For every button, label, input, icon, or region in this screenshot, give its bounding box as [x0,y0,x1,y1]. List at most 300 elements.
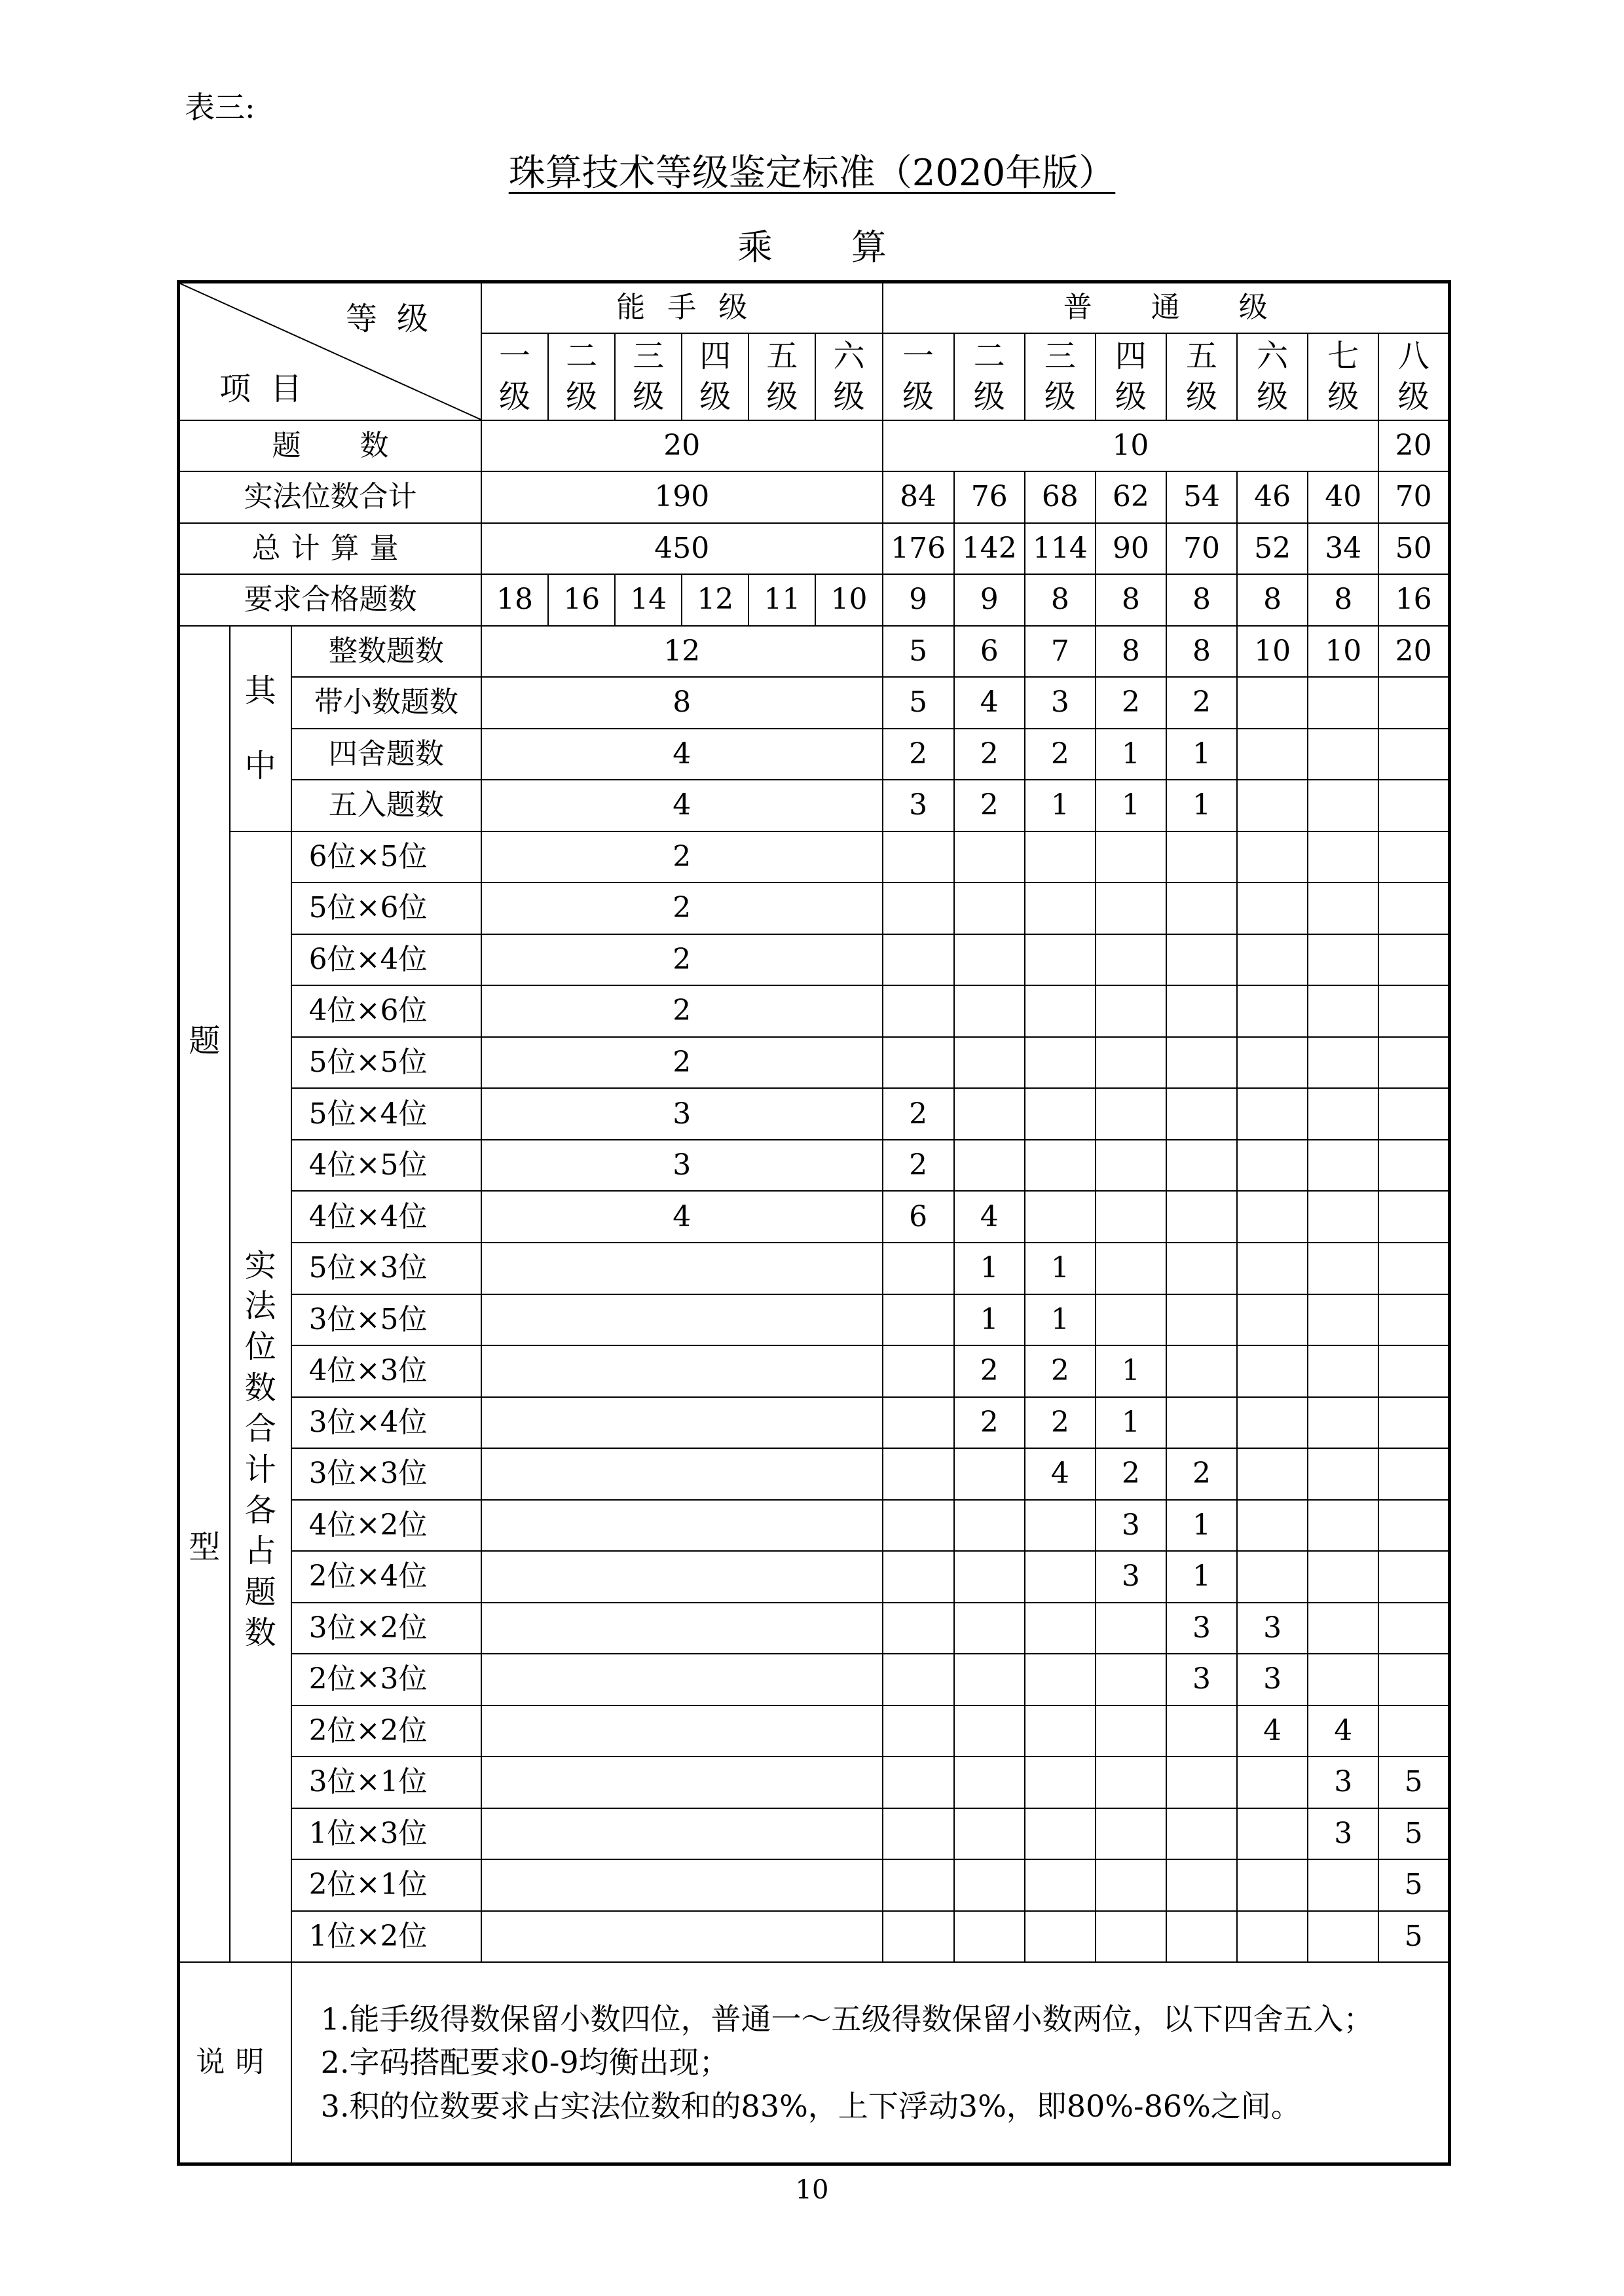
level-header-b [1096,333,1166,420]
standards-table [177,280,1451,2166]
value-cell [883,1705,954,1757]
value-cell [1166,934,1237,986]
value-cell: 4 [1025,1448,1096,1500]
value-cell [1025,1140,1096,1192]
notes-label: 说明 [179,1962,291,2164]
type-row [179,1500,1450,1552]
value-cell [1025,1500,1096,1552]
value-cell: 3 [481,1088,883,1140]
value-cell: 5 [1378,1859,1449,1911]
level-label: 六级 [1257,337,1289,416]
value-cell [1308,831,1378,883]
type-label: 4位×5位 [291,1140,481,1192]
type-row [179,934,1450,986]
value-cell: 2 [1166,677,1237,729]
type-row [179,1397,1450,1449]
type-label: 2位×3位 [291,1654,481,1705]
value-cell [954,1448,1025,1500]
value-cell: 20 [481,420,883,472]
level-label: 八级 [1397,337,1430,416]
value-cell [1378,1448,1449,1500]
value-cell [883,1243,954,1294]
value-cell [1025,1191,1096,1243]
level-label: 三级 [633,337,665,416]
value-cell [883,1551,954,1603]
value-cell [1378,780,1449,831]
value-cell: 34 [1308,523,1378,575]
row-label: 题数 [179,420,481,472]
value-cell [1308,729,1378,780]
value-cell [1237,985,1308,1037]
value-cell [1378,1551,1449,1603]
value-cell: 10 [883,420,1379,472]
value-cell [1237,1808,1308,1860]
total-row [179,523,1450,575]
type-label: 5位×5位 [291,1037,481,1089]
value-cell [1166,1191,1237,1243]
type-label-bottom: 型 [189,1528,221,1565]
value-cell: 1 [1025,1294,1096,1346]
type-label: 2位×2位 [291,1705,481,1757]
type-row [179,1551,1450,1603]
level-header-b [954,333,1025,420]
value-cell [1308,1294,1378,1346]
value-cell [1025,1705,1096,1757]
value-cell: 1 [1166,1551,1237,1603]
row-label: 要求合格题数 [179,574,481,626]
page-number: 10 [795,2175,829,2205]
value-cell: 10 [1308,626,1378,678]
note-item: 3.积的位数要求占实法位数和的83%，上下浮动3%，即80%-86%之间。 [320,2088,1301,2124]
value-cell [1025,985,1096,1037]
subrow [179,780,1450,831]
value-cell: 3 [1308,1757,1378,1808]
value-cell [1308,1088,1378,1140]
type-row [179,1191,1450,1243]
type-label: 3位×2位 [291,1603,481,1654]
value-cell: 1 [1096,780,1166,831]
value-cell [954,1088,1025,1140]
value-cell: 8 [1237,574,1308,626]
value-cell [1308,985,1378,1037]
value-cell: 2 [954,1345,1025,1397]
level-header-b [1025,333,1096,420]
value-cell [1166,1757,1237,1808]
type-label: 4位×2位 [291,1500,481,1552]
value-cell [883,1037,954,1089]
value-cell: 6 [954,626,1025,678]
type-label: 6位×5位 [291,831,481,883]
value-cell [954,1705,1025,1757]
value-cell [1096,1705,1166,1757]
value-cell [954,1603,1025,1654]
value-cell [954,934,1025,986]
header-row [179,282,1450,334]
value-cell [1096,1859,1166,1911]
value-cell: 8 [481,677,883,729]
value-cell [1308,780,1378,831]
value-cell [1378,1603,1449,1654]
value-cell [481,1859,883,1911]
value-cell: 2 [883,1088,954,1140]
value-cell [954,1140,1025,1192]
value-cell [1096,883,1166,934]
value-cell: 9 [883,574,954,626]
level-header-a [615,333,682,420]
value-cell: 1 [1166,729,1237,780]
type-row [179,1088,1450,1140]
type-label: 2位×4位 [291,1551,481,1603]
value-cell: 2 [1025,1345,1096,1397]
value-cell [1096,934,1166,986]
value-cell: 84 [883,471,954,523]
sub-side-label-a [230,626,291,831]
level-label: 五级 [766,337,798,416]
value-cell: 68 [1025,471,1096,523]
value-cell: 5 [1378,1808,1449,1860]
value-cell [1378,1037,1449,1089]
value-cell [481,1397,883,1449]
value-cell: 3 [1025,677,1096,729]
subrow-label: 带小数题数 [291,677,481,729]
type-label: 3位×5位 [291,1294,481,1346]
sub-side-label-b [230,831,291,1962]
level-header-a [548,333,615,420]
value-cell [1378,1243,1449,1294]
count-row [179,420,1450,472]
level-header-a [815,333,882,420]
value-cell: 5 [1378,1911,1449,1963]
value-cell [1096,1243,1166,1294]
value-cell [1308,1654,1378,1705]
page-title [0,144,1624,196]
value-cell [954,985,1025,1037]
value-cell: 1 [1096,1345,1166,1397]
value-cell [1378,1088,1449,1140]
value-cell [1378,1500,1449,1552]
value-cell [481,1705,883,1757]
type-row [179,1037,1450,1089]
value-cell [954,1654,1025,1705]
type-row [179,1705,1450,1757]
value-cell [1237,883,1308,934]
value-cell [1096,1088,1166,1140]
value-cell: 5 [883,626,954,678]
value-cell: 76 [954,471,1025,523]
value-cell: 4 [1237,1705,1308,1757]
level-label: 二级 [566,337,598,416]
level-header-b [883,333,954,420]
value-cell [1378,729,1449,780]
value-cell: 114 [1025,523,1096,575]
value-cell: 10 [815,574,882,626]
value-cell [954,1037,1025,1089]
value-cell [1308,677,1378,729]
subrow-label: 四舍题数 [291,729,481,780]
level-header-b [1378,333,1449,420]
level-label: 四级 [1115,337,1147,416]
type-row [179,1140,1450,1192]
value-cell [1096,1654,1166,1705]
value-cell: 4 [954,1191,1025,1243]
value-cell [954,831,1025,883]
value-cell [1378,1294,1449,1346]
level-label: 三级 [1044,337,1076,416]
value-cell [883,985,954,1037]
value-cell [1237,1500,1308,1552]
value-cell [1237,677,1308,729]
value-cell: 190 [481,471,883,523]
value-cell [1378,1397,1449,1449]
value-cell [481,1808,883,1860]
value-cell: 2 [1166,1448,1237,1500]
value-cell [1308,1500,1378,1552]
value-cell: 54 [1166,471,1237,523]
value-cell: 4 [481,729,883,780]
type-row [179,831,1450,883]
value-cell [1096,1294,1166,1346]
level-label: 一级 [499,337,531,416]
value-cell: 40 [1308,471,1378,523]
value-cell [1166,1808,1237,1860]
value-cell [1025,1859,1096,1911]
value-cell: 50 [1378,523,1449,575]
value-cell [1237,831,1308,883]
value-cell: 8 [1166,574,1237,626]
value-cell [1096,1037,1166,1089]
value-cell: 1 [1096,1397,1166,1449]
value-cell [481,1294,883,1346]
value-cell [481,1243,883,1294]
value-cell [1166,1397,1237,1449]
value-cell: 4 [1308,1705,1378,1757]
value-cell [1308,1243,1378,1294]
corner-bottom-label: 项目 [219,370,322,407]
value-cell [1308,1345,1378,1397]
value-cell [1166,1088,1237,1140]
value-cell [1025,1088,1096,1140]
value-cell [1308,1140,1378,1192]
value-cell [1378,1345,1449,1397]
level-header-b [1308,333,1378,420]
value-cell: 2 [883,729,954,780]
value-cell: 16 [1378,574,1449,626]
value-cell [1166,1243,1237,1294]
value-cell: 3 [481,1140,883,1192]
value-cell [883,883,954,934]
value-cell [954,1859,1025,1911]
value-cell [1025,831,1096,883]
value-cell: 12 [481,626,883,678]
value-cell [954,1911,1025,1963]
value-cell [1308,1448,1378,1500]
subrow [179,626,1450,678]
value-cell: 8 [1096,626,1166,678]
value-cell [1308,1551,1378,1603]
level-header-b [1237,333,1308,420]
value-cell [1025,1911,1096,1963]
value-cell [481,1911,883,1963]
value-cell: 5 [883,677,954,729]
value-cell [481,1757,883,1808]
value-cell: 7 [1025,626,1096,678]
value-cell [1166,1037,1237,1089]
table-label: 表三: [185,90,255,125]
value-cell: 2 [1096,1448,1166,1500]
corner-top-label: 等级 [345,301,448,337]
value-cell: 142 [954,523,1025,575]
value-cell: 450 [481,523,883,575]
level-label: 七级 [1327,337,1359,416]
value-cell [481,1345,883,1397]
group-header-expert: 能手级 [481,282,883,334]
value-cell [1166,1911,1237,1963]
digits-row [179,471,1450,523]
value-cell: 1 [1166,1500,1237,1552]
value-cell [1237,780,1308,831]
type-row [179,1448,1450,1500]
value-cell [1378,883,1449,934]
value-cell [954,1757,1025,1808]
value-cell [1096,1808,1166,1860]
value-cell: 8 [1025,574,1096,626]
value-cell [1308,1859,1378,1911]
level-header-a [682,333,748,420]
value-cell [1378,1705,1449,1757]
value-cell: 3 [1237,1654,1308,1705]
value-cell [1237,1345,1308,1397]
note-item: 1.能手级得数保留小数四位，普通一～五级得数保留小数两位，以下四舍五入； [320,2001,1374,2037]
note-item: 2.字码搭配要求0-9均衡出现； [320,2045,729,2081]
value-cell [883,1294,954,1346]
type-label: 3位×1位 [291,1757,481,1808]
value-cell [883,831,954,883]
value-cell: 20 [1378,420,1449,472]
value-cell: 70 [1378,471,1449,523]
value-cell: 70 [1166,523,1237,575]
value-cell [1096,1191,1166,1243]
value-cell [1308,1037,1378,1089]
value-cell [1166,1140,1237,1192]
value-cell: 8 [1166,626,1237,678]
value-cell [1025,1603,1096,1654]
value-cell: 10 [1237,626,1308,678]
page-subtitle: 乘算 [737,227,965,268]
value-cell: 6 [883,1191,954,1243]
value-cell: 9 [954,574,1025,626]
type-row [179,1294,1450,1346]
value-cell [1308,1911,1378,1963]
value-cell [1237,1911,1308,1963]
value-cell [954,883,1025,934]
value-cell [1237,1397,1308,1449]
level-label: 六级 [833,337,865,416]
value-cell [883,1911,954,1963]
value-cell [1308,1397,1378,1449]
type-row [179,1859,1450,1911]
subrow [179,729,1450,780]
value-cell: 2 [1025,729,1096,780]
value-cell [481,1448,883,1500]
value-cell: 5 [1378,1757,1449,1808]
type-label: 3位×3位 [291,1448,481,1500]
value-cell [1378,934,1449,986]
value-cell: 3 [1237,1603,1308,1654]
type-label: 4位×3位 [291,1345,481,1397]
subrow-label: 五入题数 [291,780,481,831]
value-cell [1025,1551,1096,1603]
value-cell: 2 [1025,1397,1096,1449]
value-cell [1096,1603,1166,1654]
value-cell [1166,985,1237,1037]
value-cell [1166,883,1237,934]
value-cell [481,1500,883,1552]
value-cell [1096,1757,1166,1808]
value-cell [883,1345,954,1397]
page-title-text: 珠算技术等级鉴定标准（2020年版） [508,152,1116,194]
type-label: 4位×6位 [291,985,481,1037]
value-cell: 4 [481,780,883,831]
level-label: 一级 [902,337,934,416]
value-cell: 62 [1096,471,1166,523]
group-header-normal: 普通级 [883,282,1450,334]
value-cell: 2 [481,985,883,1037]
sub-label-b-text: 实法位数合计各占题数 [244,1247,276,1652]
level-label: 五级 [1186,337,1218,416]
value-cell [883,1448,954,1500]
value-cell [1237,1140,1308,1192]
value-cell: 4 [954,677,1025,729]
type-label: 1位×3位 [291,1808,481,1860]
type-row [179,1345,1450,1397]
value-cell [1237,729,1308,780]
value-cell: 2 [481,831,883,883]
subrow-label: 整数题数 [291,626,481,678]
value-cell: 1 [954,1294,1025,1346]
value-cell: 52 [1237,523,1308,575]
value-cell [1025,1808,1096,1860]
value-cell: 20 [1378,626,1449,678]
value-cell: 2 [954,780,1025,831]
sub-label-a-text: 其中 [244,672,276,784]
value-cell [481,1654,883,1705]
type-label: 5位×4位 [291,1088,481,1140]
type-side-label [179,626,230,1962]
value-cell [883,1808,954,1860]
value-cell: 11 [748,574,815,626]
value-cell [954,1551,1025,1603]
value-cell [883,1757,954,1808]
value-cell [481,1551,883,1603]
type-row [179,1808,1450,1860]
value-cell [1096,1140,1166,1192]
type-label: 3位×4位 [291,1397,481,1449]
notes-row [179,1962,1450,2164]
value-cell: 46 [1237,471,1308,523]
value-cell [1025,934,1096,986]
value-cell: 1 [954,1243,1025,1294]
value-cell [1237,1448,1308,1500]
value-cell [1166,1705,1237,1757]
type-label: 2位×1位 [291,1859,481,1911]
value-cell: 1 [1025,780,1096,831]
value-cell [1025,1757,1096,1808]
value-cell [1096,1911,1166,1963]
pass-row [179,574,1450,626]
value-cell [1378,831,1449,883]
value-cell: 8 [1096,574,1166,626]
value-cell [1166,1294,1237,1346]
